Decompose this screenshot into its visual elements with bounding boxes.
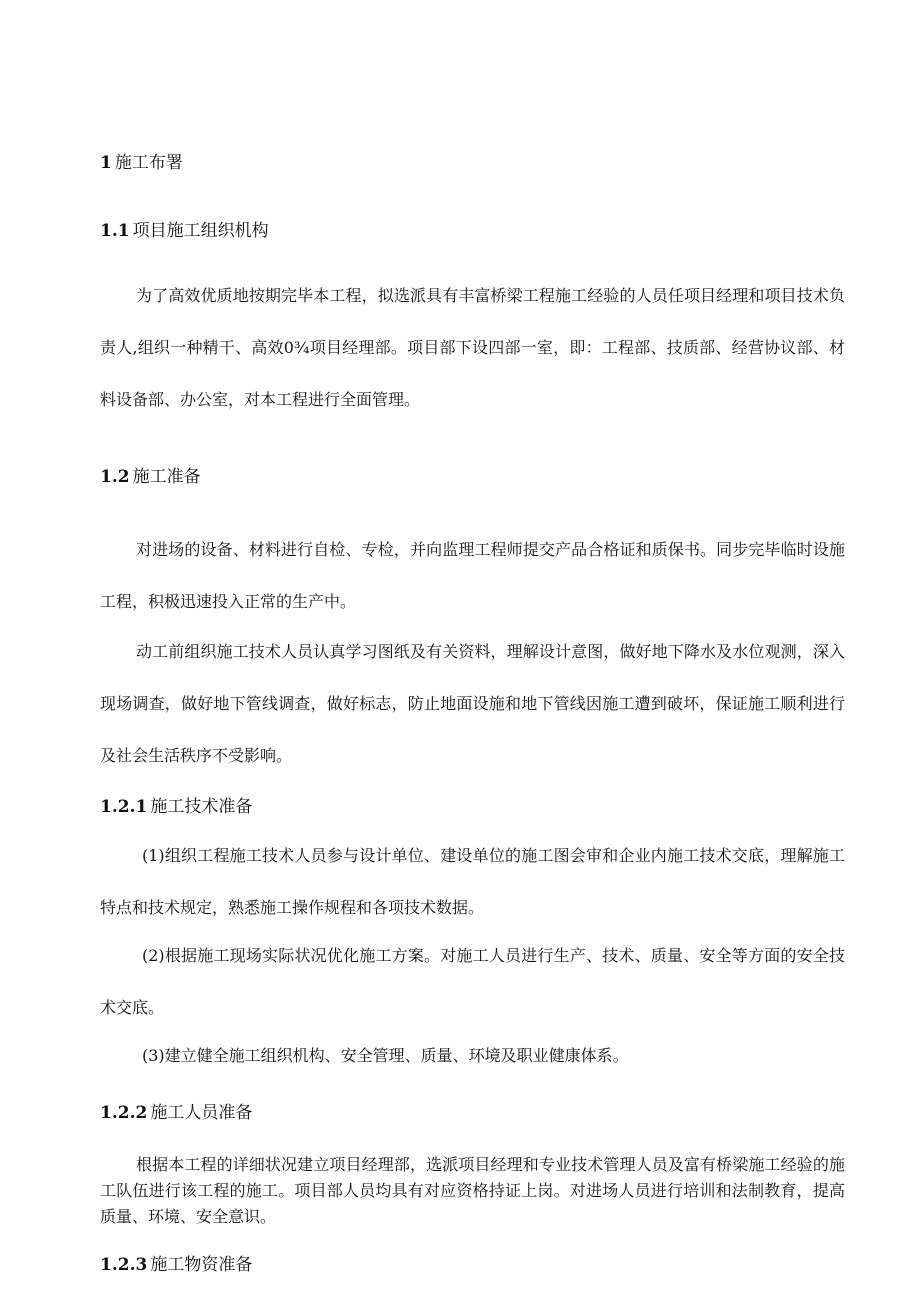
list-item-2: (2)根据施工现场实际状况优化施工方案。对施工人员进行生产、技术、质量、安全等方面的安全技术交底。	[100, 946, 845, 1017]
paragraph-preparation-1: 对进场的设备、材料进行自检、专检，并向监理工程师提交产品合格证和质保书。同步完毕临时设施工程，积极迅速投入正常的生产中。	[100, 540, 845, 611]
heading-title: 施工准备	[132, 467, 201, 487]
list-item-3: (3)建立健全施工组织机构、安全管理、质量、环境及职业健康体系。	[142, 1046, 629, 1065]
heading-1-2-2	[100, 1098, 252, 1123]
heading-1-1	[100, 216, 269, 241]
paragraph-preparation-2: 动工前组织施工技术人员认真学习图纸及有关资料，理解设计意图，做好地下降水及水位观测，深入现场调查，做好地下管线调查，做好标志，防止地面设施和地下管线因施工遭到破坏，保证施工顺利进行及社会生活秩序不受影响。	[100, 642, 845, 765]
heading-title: 施工技术准备	[150, 797, 253, 817]
heading-number: 1.1	[100, 221, 130, 241]
heading-number: 1.2.3	[100, 1255, 148, 1275]
paragraph-organization: 为了高效优质地按期完毕本工程，拟选派具有丰富桥梁工程施工经验的人员任项目经理和项目技术负责人,组织一种精干、高效0¾项目经理部。项目部下设四部一室，即：工程部、技质部、经营协议部、材料设备部、办公室，对本工程进行全面管理。	[100, 286, 845, 409]
heading-number: 1.2	[100, 467, 130, 487]
heading-title: 施工人员准备	[150, 1103, 253, 1123]
paragraph-personnel: 根据本工程的详细状况建立项目经理部，选派项目经理和专业技术管理人员及富有桥梁施工经验的施工队伍进行该工程的施工。项目部人员均具有对应资格持证上岗。对进场人员进行培训和法制教育，提高质量、环境、安全意识。	[100, 1155, 845, 1226]
heading-title: 施工物资准备	[150, 1255, 253, 1275]
heading-number: 1.2.2	[100, 1103, 148, 1123]
heading-1-2	[100, 462, 201, 487]
heading-title: 项目施工组织机构	[132, 221, 269, 241]
heading-1-2-3	[100, 1250, 252, 1275]
heading-1	[100, 148, 183, 173]
heading-number: 1.2.1	[100, 797, 148, 817]
heading-number: 1	[100, 153, 112, 173]
heading-title: 施工布署	[114, 153, 183, 173]
list-item-1: (1)组织工程施工技术人员参与设计单位、建设单位的施工图会审和企业内施工技术交底，理解施工特点和技术规定，熟悉施工操作规程和各项技术数据。	[100, 846, 845, 917]
heading-1-2-1	[100, 792, 252, 817]
